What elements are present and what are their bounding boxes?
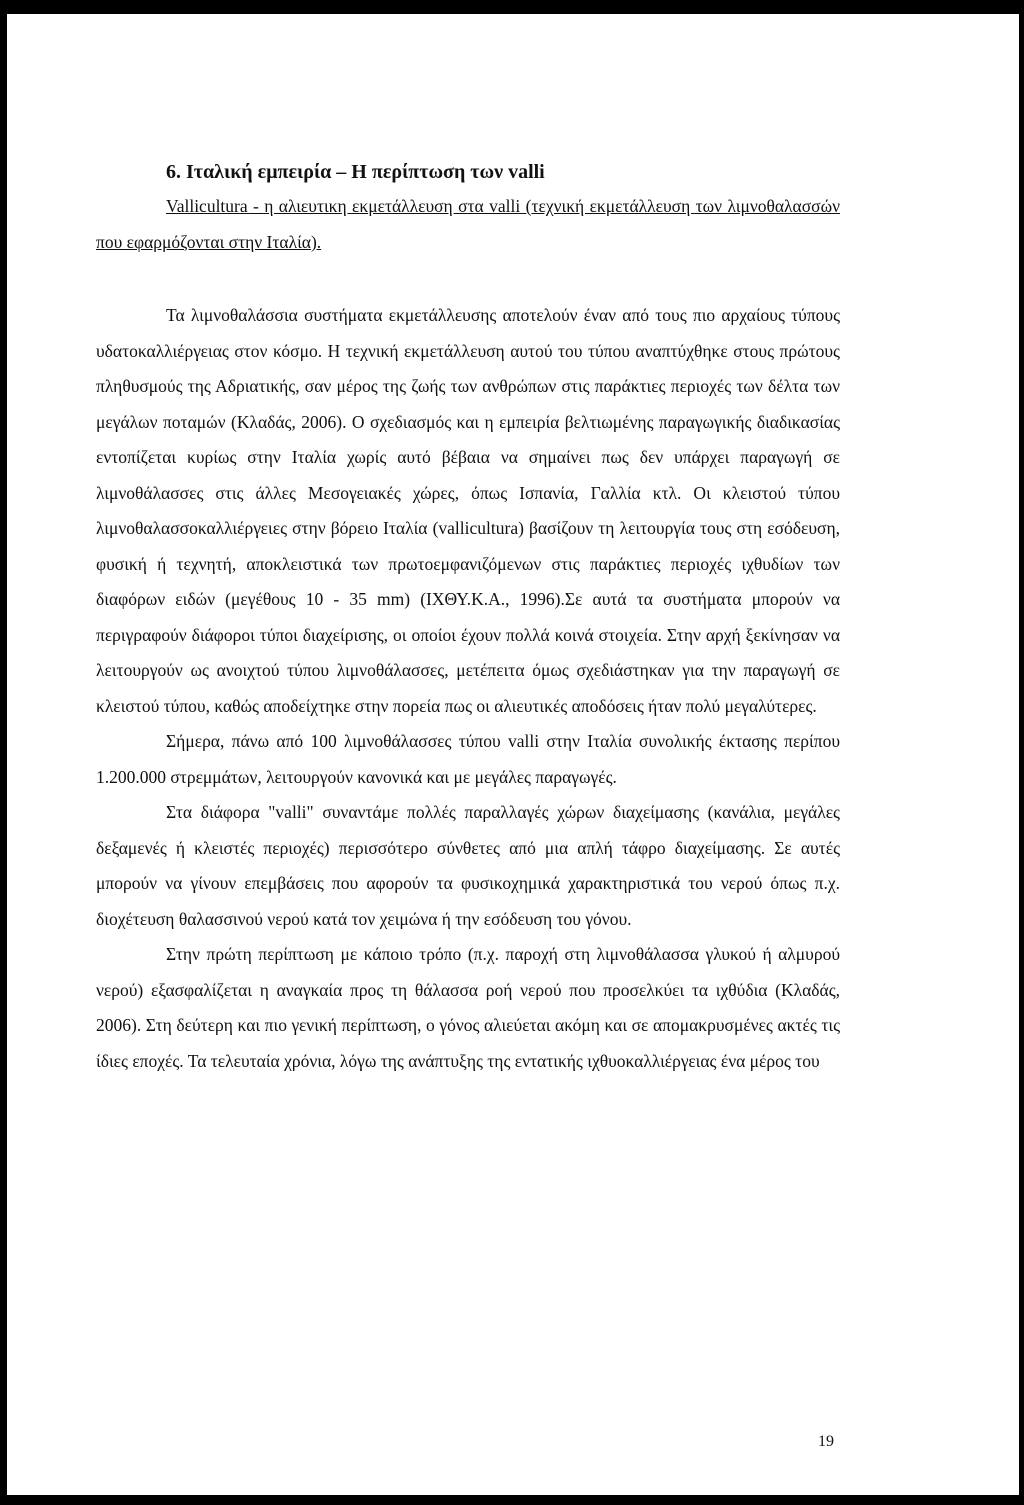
page-body xyxy=(96,156,840,1079)
paragraph-gap xyxy=(96,260,840,298)
scan-border-right xyxy=(1019,0,1024,1505)
section-heading: 6. Ιταλική εμπειρία – Η περίπτωση των valli xyxy=(166,161,545,183)
intro-paragraph: Vallicultura - η αλιευτικη εκμετάλλευση στα valli (τεχνική εκμετάλλευση των λιμνοθαλασσών που εφαρμόζονται στην Ιταλία). xyxy=(96,196,840,252)
scan-border-top xyxy=(0,0,1024,14)
scan-border-bottom xyxy=(0,1495,1024,1505)
paragraph-1: Τα λιμνοθαλάσσια συστήματα εκμετάλλευσης αποτελούν έναν από τους πιο αρχαίους τύπους υδατοκαλλιέργειας στον κόσμο. Η τεχνική εκμετάλλευση αυτού του τύπου αναπτύχθηκε στους πρώτους πληθυσμούς της Αδριατικής, σαν μέρος της ζωής των ανθρώπων στις παράκτιες περιοχές των δέλτα των μεγάλων ποταμών (Κλαδάς, 2006). Ο σχεδιασμός και η εμπειρία βελτιωμένης παραγωγικής διαδικασίας εντοπίζεται κυρίως στην Ιταλία χωρίς αυτό βέβαια να σημαίνει πως δεν υπάρχει παραγωγή σε λιμνοθάλασσες στις άλλες Μεσογειακές χώρες, όπως Ισπανία, Γαλλία κτλ. Οι κλειστού τύπου λιμνοθαλασσοκαλλιέργειες στην βόρειο Ιταλία (vallicultura) βασίζουν τη λειτουργία τους στη εσόδευση, φυσική ή τεχνητή, αποκλειστικά των πρωτοεμφανιζόμενων στις παράκτιες περιοχές ιχθυδίων των διαφόρων ειδών (μεγέθους 10 - 35 mm) (ΙΧΘΥ.Κ.Α., 1996).Σε αυτά τα συστήματα μπορούν να περιγραφούν διάφοροι τύποι διαχείρισης, οι οποίοι έχουν πολλά κοινά στοιχεία. Στην αρχή ξεκίνησαν να λειτουργούν ως ανοιχτού τύπου λιμνοθάλασσες, μετέπειτα όμως σχεδιάστηκαν για την παραγωγή σε κλειστού τύπου, καθώς αποδείχτηκε στην πορεία πως οι αλιευτικές αποδόσεις ήταν πολύ μεγαλύτερες. xyxy=(96,305,840,716)
paragraph-2: Σήμερα, πάνω από 100 λιμνοθάλασσες τύπου valli στην Ιταλία συνολικής έκτασης περίπου 1.200.000 στρεμμάτων, λειτουργούν κανονικά και με μεγάλες παραγωγές. xyxy=(96,731,840,787)
paragraph-4: Στην πρώτη περίπτωση με κάποιο τρόπο (π.χ. παροχή στη λιμνοθάλασσα γλυκού ή αλμυρού νερού) εξασφαλίζεται η αναγκαία προς τη θάλασσα ροή νερού που προσελκύει τα ιχθύδια (Κλαδάς, 2006). Στη δεύτερη και πιο γενική περίπτωση, ο γόνος αλιεύεται ακόμη και σε απομακρυσμένες ακτές τις ίδιες εποχές. Τα τελευταία χρόνια, λόγω της ανάπτυξης της εντατικής ιχθυοκαλλιέργειας ένα μέρος του xyxy=(96,944,840,1071)
paragraph-3: Στα διάφορα "valli" συναντάμε πολλές παραλλαγές χώρων διαχείμασης (κανάλια, μεγάλες δεξαμενές ή κλειστές περιοχές) περισσότερο σύνθετες από μια απλή τάφρο διαχείμασης. Σε αυτές μπορούν να γίνουν επεμβάσεις που αφορούν τα φυσικοχημικά χαρακτηριστικά του νερού όπως π.χ. διοχέτευση θαλασσινού νερού κατά τον χειμώνα ή την εσόδευση του γόνου. xyxy=(96,802,840,929)
scan-border-left xyxy=(0,0,7,1505)
page-number: 19 xyxy=(818,1433,834,1450)
